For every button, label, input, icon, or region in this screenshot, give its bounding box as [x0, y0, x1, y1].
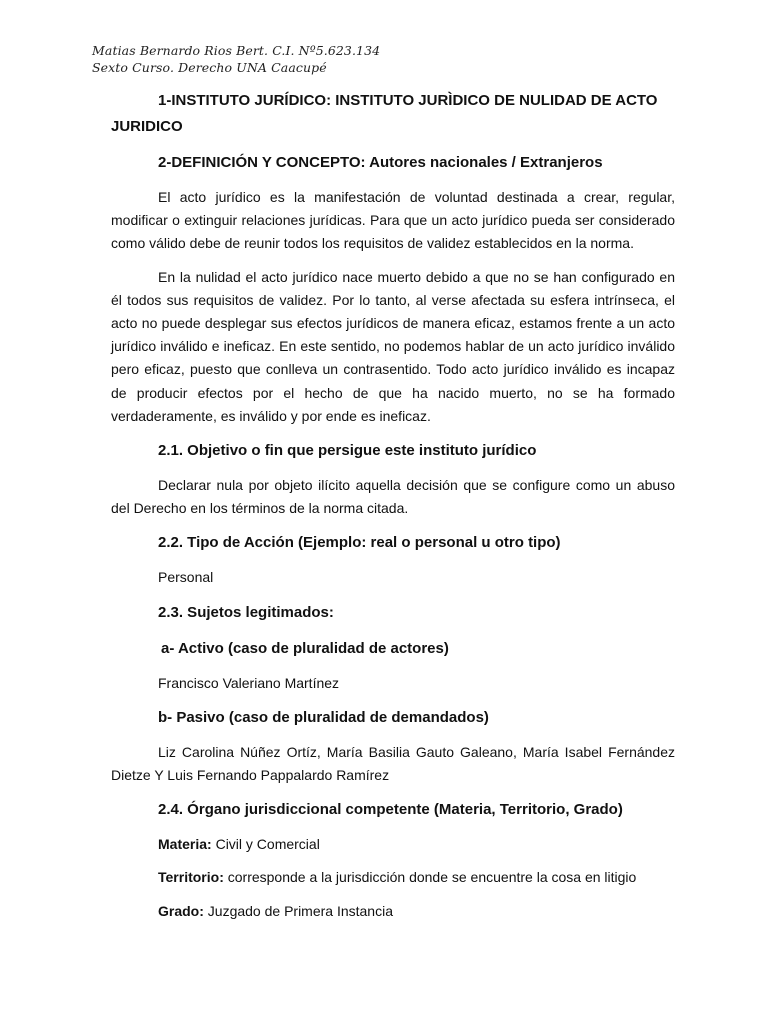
section-2-paragraph-2: En la nulidad el acto jurídico nace muerto debido a que no se han configurado en él todos sus requisitos de validez. Por lo tanto, al verse afectada su esfera intrínseca, el acto no puede desplegar sus efectos jurídicos de manera eficaz, estamos frente a un acto jurídico inválido e ineficaz. En este sentido, no podemos hablar de un acto jurídico inválido pero eficaz, puesto que conlleva un contrasentido. Todo acto jurídico inválido es incapaz de producir efectos por el hecho de que ha nacido muerto, no se ha formado verdaderamente, es inválido y por ende es ineficaz. — [111, 268, 675, 424]
activo-heading: a- Activo (caso de pluralidad de actores) — [161, 639, 449, 657]
section-2-1-heading: 2.1. Objetivo o fin que persigue este instituto jurídico — [158, 442, 537, 460]
territorio-label: Territorio: — [158, 869, 224, 886]
section-2-paragraph-1: El acto jurídico es la manifestación de voluntad destinada a crear, regular, modificar o extinguir relaciones jurídicas. Para que un acto jurídico pueda ser considerado como válido debe de reunir todos los requisitos de validez establecidos en la norma. — [111, 189, 675, 252]
section-2-heading: 2-DEFINICIÓN Y CONCEPTO: Autores nacionales / Extranjeros — [158, 154, 603, 171]
header-author-line: Matias Bernardo Rios Bert. C.I. Nº5.623.134 — [92, 43, 381, 58]
pasivo-text: Liz Carolina Núñez Ortíz, María Basilia Gauto Galeano, María Isabel Fernández Dietze Y Luis Fernando Pappalardo Ramírez — [111, 743, 675, 784]
page-header — [92, 42, 380, 76]
section-2-3-heading: 2.3. Sujetos legitimados: — [158, 603, 334, 621]
section-2-4-heading: 2.4. Órgano jurisdiccional competente (Materia, Territorio, Grado) — [158, 801, 623, 819]
activo-text: Francisco Valeriano Martínez — [158, 674, 340, 691]
document-body — [111, 88, 675, 933]
grado-row — [111, 900, 675, 923]
header-course-line: Sexto Curso. Derecho UNA Caacupé — [92, 60, 327, 75]
grado-label: Grado: — [158, 902, 204, 919]
territorio-row — [111, 866, 675, 889]
grado-value: Juzgado de Primera Instancia — [203, 902, 393, 919]
section-2-1-text: Declarar nula por objeto ilícito aquella decisión que se configure como un abuso del Derecho en los términos de la norma citada. — [111, 477, 675, 517]
pasivo-heading: b- Pasivo (caso de pluralidad de demandados) — [158, 708, 489, 726]
territorio-value: corresponde a la jurisdicción donde se encuentre la cosa en litigio — [223, 869, 637, 886]
section-2-2-heading: 2.2. Tipo de Acción (Ejemplo: real o personal u otro tipo) — [158, 534, 561, 552]
section-2-2-text: Personal — [158, 569, 214, 586]
materia-row — [111, 833, 675, 856]
materia-label: Materia: — [158, 836, 212, 853]
document-title: 1-INSTITUTO JURÍDICO: INSTITUTO JURÌDICO DE NULIDAD DE ACTO JURIDICO — [111, 92, 658, 135]
materia-value: Civil y Comercial — [211, 836, 320, 853]
